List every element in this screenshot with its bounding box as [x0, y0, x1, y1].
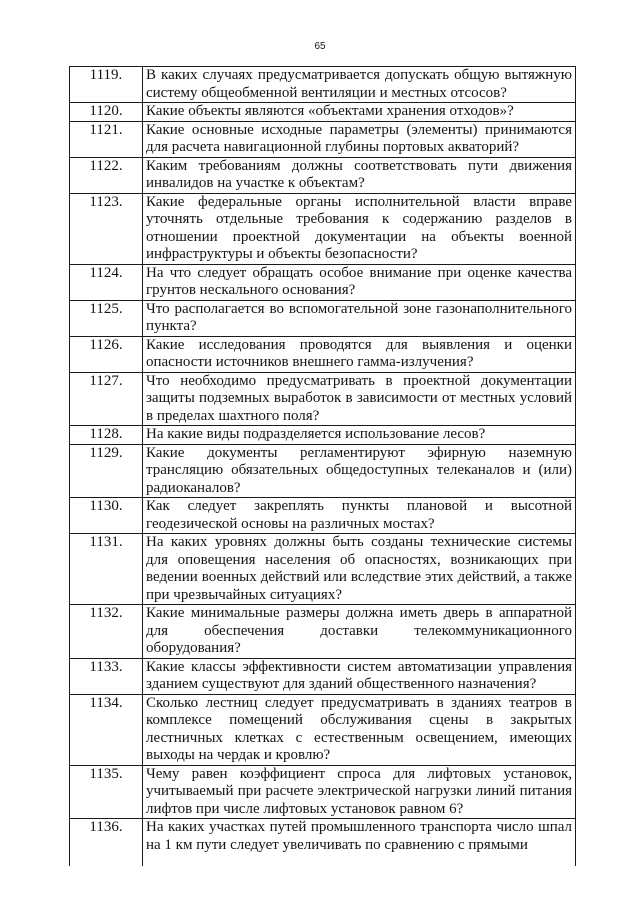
question-number: 1129. [70, 444, 143, 498]
question-number: 1124. [70, 264, 143, 300]
question-number: 1121. [70, 121, 143, 157]
question-text: На каких уровнях должны быть созданы технические системы для оповещения населения об опасностях, возникающих при ведении военных действий или вследствие этих действий, а также при чрезвычайных ситуациях? [143, 534, 576, 605]
question-text: Какие основные исходные параметры (элементы) принимаются для расчета навигационной глубины портовых акваторий? [143, 121, 576, 157]
table-row [70, 819, 576, 867]
table-row [70, 498, 576, 534]
table-row [70, 103, 576, 122]
questions-table [69, 66, 576, 866]
page-number: 65 [314, 41, 326, 52]
question-number: 1127. [70, 372, 143, 426]
question-number: 1126. [70, 336, 143, 372]
question-number: 1135. [70, 765, 143, 819]
question-text: Каким требованиям должны соответствовать пути движения инвалидов на участке к объектам? [143, 157, 576, 193]
table-row [70, 426, 576, 445]
question-number: 1125. [70, 300, 143, 336]
table-row [70, 157, 576, 193]
question-text: Как следует закреплять пункты плановой и высотной геодезической основы на различных мостах? [143, 498, 576, 534]
question-number: 1119. [70, 67, 143, 103]
question-text: Какие исследования проводятся для выявления и оценки опасности источников внешнего гамма-излучения? [143, 336, 576, 372]
question-number: 1132. [70, 605, 143, 659]
question-text: Что необходимо предусматривать в проектной документации защиты подземных выработок в зависимости от местных условий в пределах шахтного поля? [143, 372, 576, 426]
question-number: 1133. [70, 658, 143, 694]
question-number: 1122. [70, 157, 143, 193]
table-row [70, 694, 576, 765]
table-row [70, 67, 576, 103]
table-row [70, 121, 576, 157]
question-number: 1120. [70, 103, 143, 122]
question-number: 1134. [70, 694, 143, 765]
question-number: 1131. [70, 534, 143, 605]
question-text: Какие документы регламентируют эфирную наземную трансляцию обязательных общедоступных телеканалов и (или) радиоканалов? [143, 444, 576, 498]
question-text: Какие федеральные органы исполнительной власти вправе уточнять отдельные требования к содержанию разделов в отношении проектной документации на объекты военной инфраструктуры и объекты безопасности? [143, 193, 576, 264]
question-text: Какие классы эффективности систем автоматизации управления зданием существуют для зданий общественного назначения? [143, 658, 576, 694]
table-row [70, 193, 576, 264]
question-number: 1130. [70, 498, 143, 534]
question-number: 1136. [70, 819, 143, 867]
question-text: На какие виды подразделяется использование лесов? [143, 426, 576, 445]
question-text: Какие минимальные размеры должна иметь дверь в аппаратной для обеспечения доставки телекоммуникационного оборудования? [143, 605, 576, 659]
question-number: 1123. [70, 193, 143, 264]
table-row [70, 658, 576, 694]
table-row [70, 765, 576, 819]
question-number: 1128. [70, 426, 143, 445]
table-row [70, 372, 576, 426]
table-row [70, 605, 576, 659]
question-text: Что располагается во вспомогательной зоне газонаполнительного пункта? [143, 300, 576, 336]
question-text: Чему равен коэффициент спроса для лифтовых установок, учитываемый при расчете электрической нагрузки линий питания лифтов при числе лифтовых установок равном 6? [143, 765, 576, 819]
table-row [70, 264, 576, 300]
question-text: Какие объекты являются «объектами хранения отходов»? [143, 103, 576, 122]
question-text-cell [143, 819, 576, 867]
question-text: На что следует обращать особое внимание при оценке качества грунтов нескального основания? [143, 264, 576, 300]
question-text: Сколько лестниц следует предусматривать в зданиях театров в комплексе помещений обслуживания сцены в закрытых лестничных клетках с естественным освещением, имеющих выходы на чердак и кровлю? [143, 694, 576, 765]
table-row [70, 444, 576, 498]
table-row [70, 300, 576, 336]
question-text: В каких случаях предусматривается допускать общую вытяжную систему общеобменной вентиляции и местных отсосов? [143, 67, 576, 103]
table-row [70, 336, 576, 372]
question-text: На каких участках путей промышленного транспорта число шпал на 1 км пути следует увеличивать по сравнению с прямыми [146, 819, 572, 853]
table-row [70, 534, 576, 605]
